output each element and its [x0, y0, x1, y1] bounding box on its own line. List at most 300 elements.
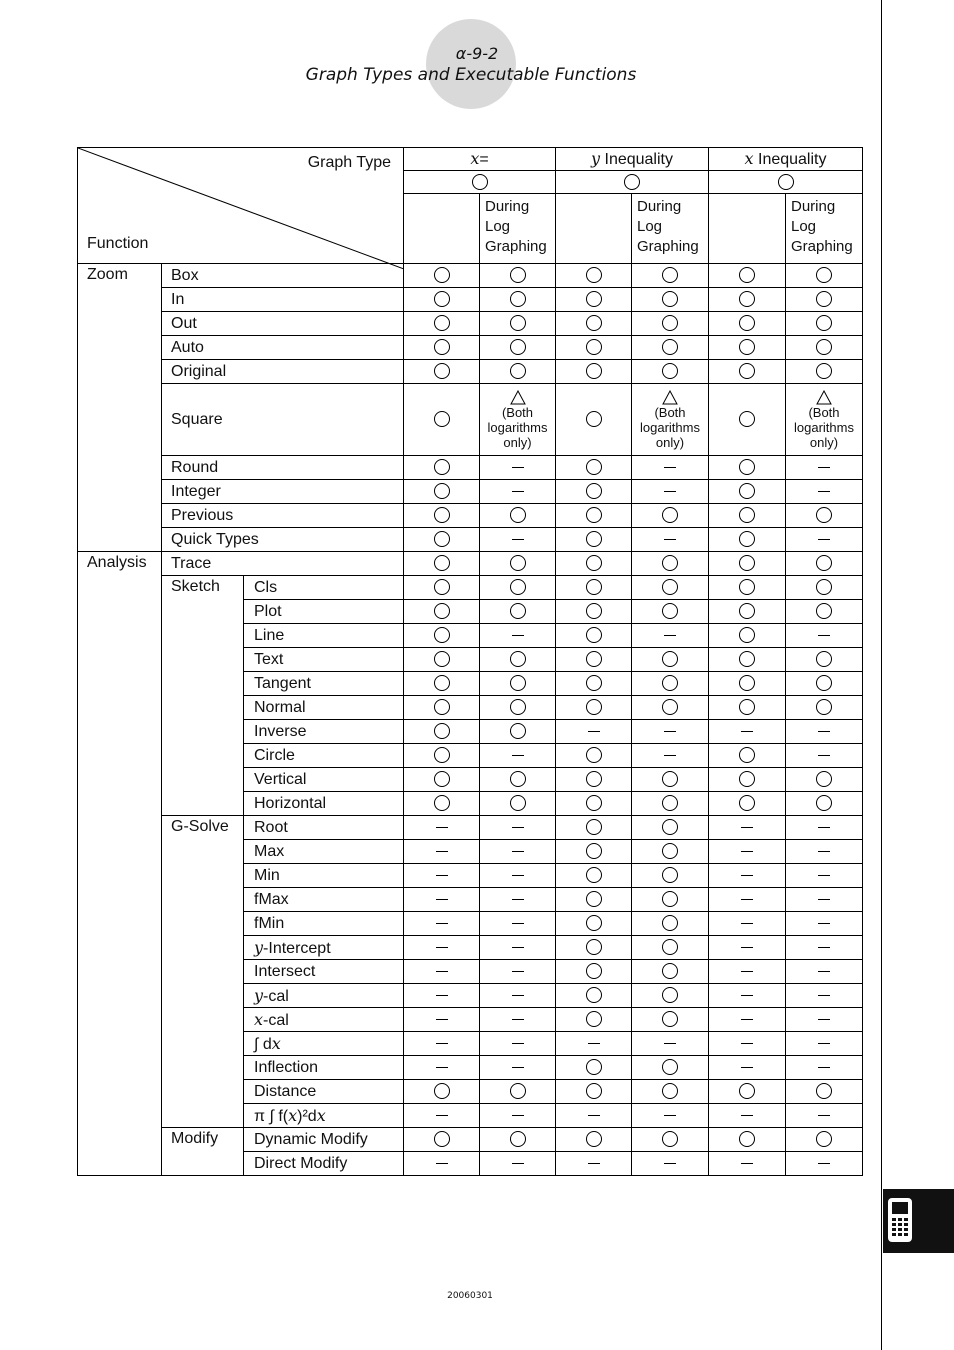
table-row: [78, 288, 863, 312]
supported-circle-icon: [586, 1011, 602, 1027]
support-cell: [404, 312, 480, 336]
category-zoom: Zoom: [78, 264, 162, 552]
not-supported-dash-icon: [741, 875, 753, 876]
supported-circle-icon: [510, 363, 526, 379]
support-cell: [480, 720, 556, 744]
support-cell: [480, 312, 556, 336]
not-supported-dash-icon: [818, 851, 830, 852]
supported-circle-icon: [586, 579, 602, 595]
support-cell: [556, 1032, 632, 1056]
supported-circle-icon: [586, 867, 602, 883]
support-cell: [404, 984, 480, 1008]
support-cell: [709, 648, 786, 672]
supported-circle-icon: [816, 603, 832, 619]
support-cell: [404, 864, 480, 888]
support-cell: [786, 624, 863, 648]
supported-circle-icon: [586, 315, 602, 331]
function-name: Circle: [244, 744, 404, 768]
supported-circle-icon: [434, 675, 450, 691]
support-cell: [480, 792, 556, 816]
not-supported-dash-icon: [436, 851, 448, 852]
support-cell: [480, 696, 556, 720]
support-cell: [480, 1080, 556, 1104]
graph-type-symbol-cell: [709, 171, 863, 194]
supported-circle-icon: [739, 363, 755, 379]
support-cell: [709, 552, 786, 576]
normal-graphing-header: [404, 194, 480, 264]
support-cell: [709, 384, 786, 456]
support-cell: [556, 576, 632, 600]
function-name: Trace: [162, 552, 404, 576]
graph-type-label: Graph Type: [307, 154, 391, 171]
support-cell: [632, 360, 709, 384]
support-cell: [632, 576, 709, 600]
supported-circle-icon: [434, 1131, 450, 1147]
supported-circle-icon: [434, 651, 450, 667]
supported-circle-icon: [816, 339, 832, 355]
support-cell: [556, 360, 632, 384]
supported-circle-icon: [434, 363, 450, 379]
header-row-graph-types: [78, 148, 863, 171]
not-supported-dash-icon: [664, 1115, 676, 1116]
support-cell: [709, 1104, 786, 1128]
not-supported-dash-icon: [588, 1043, 600, 1044]
support-cell: [480, 624, 556, 648]
not-supported-dash-icon: [818, 1019, 830, 1020]
graph-symbol-circle-icon: [624, 174, 640, 190]
support-cell: [632, 456, 709, 480]
support-cell: [709, 528, 786, 552]
supported-circle-icon: [662, 987, 678, 1003]
supported-circle-icon: [586, 795, 602, 811]
supported-circle-icon: [662, 579, 678, 595]
support-cell: [709, 456, 786, 480]
support-cell: [556, 1080, 632, 1104]
support-cell: [480, 1032, 556, 1056]
subcategory-modify: Modify: [162, 1128, 244, 1176]
supported-circle-icon: [586, 891, 602, 907]
supported-circle-icon: [816, 795, 832, 811]
support-cell: [556, 672, 632, 696]
during-log-graphing-header: During Log Graphing: [786, 194, 863, 264]
support-cell: [404, 816, 480, 840]
supported-circle-icon: [739, 555, 755, 571]
supported-circle-icon: [662, 675, 678, 691]
supported-circle-icon: [662, 267, 678, 283]
supported-circle-icon: [434, 411, 450, 427]
support-cell: [786, 1056, 863, 1080]
supported-circle-icon: [739, 531, 755, 547]
supported-circle-icon: [434, 507, 450, 523]
support-cell: [404, 960, 480, 984]
subcategory-sketch: Sketch: [162, 576, 244, 816]
support-cell: [709, 624, 786, 648]
normal-graphing-header: [556, 194, 632, 264]
support-cell: [556, 384, 632, 456]
both-logarithms-note: only): [503, 434, 532, 450]
supported-circle-icon: [434, 747, 450, 763]
support-cell: [632, 384, 709, 456]
function-name: Box: [162, 264, 404, 288]
function-name: Dynamic Modify: [244, 1128, 404, 1152]
support-cell: [786, 1152, 863, 1176]
supported-circle-icon: [510, 771, 526, 787]
support-cell: [786, 1104, 863, 1128]
supported-circle-icon: [434, 723, 450, 739]
support-cell: [632, 624, 709, 648]
support-cell: [632, 936, 709, 960]
support-cell: [786, 696, 863, 720]
support-cell: [404, 576, 480, 600]
graph-type-header: x=: [404, 148, 556, 171]
not-supported-dash-icon: [436, 1043, 448, 1044]
support-cell: [632, 888, 709, 912]
support-cell: [480, 336, 556, 360]
function-table: [77, 147, 863, 1176]
support-cell: [786, 960, 863, 984]
not-supported-dash-icon: [436, 1019, 448, 1020]
function-name: Horizontal: [244, 792, 404, 816]
support-cell: [404, 912, 480, 936]
not-supported-dash-icon: [818, 1067, 830, 1068]
both-logarithms-note: (Both: [654, 404, 686, 420]
support-cell: [786, 336, 863, 360]
not-supported-dash-icon: [664, 1163, 676, 1164]
supported-circle-icon: [510, 507, 526, 523]
supported-circle-icon: [662, 507, 678, 523]
supported-circle-icon: [586, 963, 602, 979]
support-cell: [404, 504, 480, 528]
function-name: Cls: [244, 576, 404, 600]
support-cell: [556, 1104, 632, 1128]
supported-circle-icon: [434, 603, 450, 619]
support-cell: [632, 1008, 709, 1032]
support-cell: [480, 648, 556, 672]
function-name: Text: [244, 648, 404, 672]
both-logarithms-note: logarithms: [640, 419, 700, 435]
function-name: x-cal: [244, 1008, 404, 1032]
supported-circle-icon: [662, 315, 678, 331]
supported-circle-icon: [434, 267, 450, 283]
not-supported-dash-icon: [741, 1043, 753, 1044]
support-cell: [556, 504, 632, 528]
not-supported-dash-icon: [741, 1163, 753, 1164]
support-cell: [556, 984, 632, 1008]
supported-circle-icon: [739, 507, 755, 523]
not-supported-dash-icon: [512, 755, 524, 756]
supported-circle-icon: [739, 291, 755, 307]
graph-type-variable: y: [591, 149, 601, 168]
support-cell: [404, 360, 480, 384]
supported-circle-icon: [816, 1131, 832, 1147]
supported-circle-icon: [739, 651, 755, 667]
support-cell: [786, 552, 863, 576]
support-cell: [556, 792, 632, 816]
not-supported-dash-icon: [818, 971, 830, 972]
function-name: Root: [244, 816, 404, 840]
table-row: [78, 816, 863, 840]
support-cell: [709, 600, 786, 624]
support-cell: [709, 984, 786, 1008]
support-cell: [709, 1032, 786, 1056]
not-supported-dash-icon: [741, 1115, 753, 1116]
support-cell: [709, 576, 786, 600]
support-cell: [404, 384, 480, 456]
support-cell: [709, 744, 786, 768]
during-log-graphing-header: During Log Graphing: [632, 194, 709, 264]
supported-circle-icon: [739, 579, 755, 595]
support-cell: [786, 384, 863, 456]
table-row: [78, 360, 863, 384]
support-cell: [404, 288, 480, 312]
supported-circle-icon: [586, 915, 602, 931]
page-code: α-9-2: [455, 44, 499, 63]
supported-circle-icon: [662, 795, 678, 811]
support-cell: [480, 864, 556, 888]
not-supported-dash-icon: [588, 731, 600, 732]
support-cell: [786, 888, 863, 912]
function-name: Previous: [162, 504, 404, 528]
support-cell: [632, 528, 709, 552]
supported-circle-icon: [816, 651, 832, 667]
support-cell: [709, 360, 786, 384]
both-logarithms-note: only): [809, 434, 839, 450]
support-cell: [556, 624, 632, 648]
supported-circle-icon: [434, 291, 450, 307]
not-supported-dash-icon: [512, 467, 524, 468]
function-name: Min: [244, 864, 404, 888]
not-supported-dash-icon: [512, 971, 524, 972]
support-cell: [404, 840, 480, 864]
supported-circle-icon: [662, 699, 678, 715]
support-cell: [786, 648, 863, 672]
support-cell: [480, 360, 556, 384]
supported-circle-icon: [586, 291, 602, 307]
supported-circle-icon: [510, 795, 526, 811]
support-cell: [632, 1152, 709, 1176]
supported-circle-icon: [739, 675, 755, 691]
support-cell: [480, 768, 556, 792]
support-cell: [632, 1032, 709, 1056]
support-cell: [404, 936, 480, 960]
support-cell: [480, 744, 556, 768]
support-cell: [404, 456, 480, 480]
support-cell: [709, 840, 786, 864]
table-row: [78, 528, 863, 552]
not-supported-dash-icon: [818, 875, 830, 876]
footer-code: 20060301: [447, 1291, 493, 1301]
function-name: Inverse: [244, 720, 404, 744]
support-cell: [556, 648, 632, 672]
supported-circle-icon: [434, 795, 450, 811]
support-cell: [556, 1056, 632, 1080]
supported-circle-icon: [586, 747, 602, 763]
supported-circle-icon: [662, 1083, 678, 1099]
support-cell: [556, 960, 632, 984]
supported-circle-icon: [586, 267, 602, 283]
not-supported-dash-icon: [818, 899, 830, 900]
function-name: Tangent: [244, 672, 404, 696]
support-cell: [556, 816, 632, 840]
supported-circle-icon: [586, 483, 602, 499]
supported-circle-icon: [816, 699, 832, 715]
support-cell: [404, 1056, 480, 1080]
support-cell: [709, 960, 786, 984]
supported-circle-icon: [816, 507, 832, 523]
supported-circle-icon: [662, 939, 678, 955]
support-cell: [632, 552, 709, 576]
not-supported-dash-icon: [741, 971, 753, 972]
page-edge-line: [881, 0, 882, 1350]
limited-triangle-icon: [510, 390, 526, 405]
not-supported-dash-icon: [818, 491, 830, 492]
support-cell: [556, 288, 632, 312]
supported-circle-icon: [586, 987, 602, 1003]
support-cell: [480, 504, 556, 528]
supported-circle-icon: [739, 795, 755, 811]
table-row: [78, 312, 863, 336]
support-cell: [709, 1152, 786, 1176]
function-name: Quick Types: [162, 528, 404, 552]
support-cell: [404, 1032, 480, 1056]
support-cell: [632, 984, 709, 1008]
supported-circle-icon: [434, 771, 450, 787]
supported-circle-icon: [510, 291, 526, 307]
support-cell: [786, 288, 863, 312]
graph-type-header: y Inequality: [556, 148, 709, 171]
support-cell: [480, 1152, 556, 1176]
not-supported-dash-icon: [512, 995, 524, 996]
support-cell: [480, 960, 556, 984]
supported-circle-icon: [586, 699, 602, 715]
not-supported-dash-icon: [818, 467, 830, 468]
function-name: Direct Modify: [244, 1152, 404, 1176]
support-cell: [786, 792, 863, 816]
supported-circle-icon: [739, 315, 755, 331]
not-supported-dash-icon: [818, 923, 830, 924]
not-supported-dash-icon: [818, 635, 830, 636]
support-cell: [556, 864, 632, 888]
not-supported-dash-icon: [664, 539, 676, 540]
subcategory-g-solve: G-Solve: [162, 816, 244, 1128]
supported-circle-icon: [586, 675, 602, 691]
support-cell: [786, 864, 863, 888]
limited-triangle-icon: [662, 390, 678, 405]
supported-circle-icon: [586, 771, 602, 787]
not-supported-dash-icon: [818, 731, 830, 732]
function-name: π ∫ f(x)²dx: [244, 1104, 404, 1128]
supported-circle-icon: [662, 339, 678, 355]
function-name: Auto: [162, 336, 404, 360]
not-supported-dash-icon: [436, 947, 448, 948]
supported-circle-icon: [739, 1083, 755, 1099]
page-title: Graph Types and Executable Functions: [305, 65, 637, 85]
supported-circle-icon: [662, 651, 678, 667]
not-supported-dash-icon: [436, 1163, 448, 1164]
supported-circle-icon: [739, 699, 755, 715]
support-cell: [404, 1104, 480, 1128]
support-cell: [786, 936, 863, 960]
supported-circle-icon: [739, 747, 755, 763]
supported-circle-icon: [434, 627, 450, 643]
supported-circle-icon: [586, 939, 602, 955]
support-cell: [556, 528, 632, 552]
support-cell: [786, 480, 863, 504]
not-supported-dash-icon: [664, 635, 676, 636]
support-cell: [709, 696, 786, 720]
table-row: [78, 504, 863, 528]
support-cell: [480, 672, 556, 696]
supported-circle-icon: [434, 483, 450, 499]
not-supported-dash-icon: [436, 995, 448, 996]
function-name: Original: [162, 360, 404, 384]
support-cell: [786, 816, 863, 840]
supported-circle-icon: [510, 603, 526, 619]
not-supported-dash-icon: [436, 971, 448, 972]
support-cell: [404, 744, 480, 768]
supported-circle-icon: [662, 1131, 678, 1147]
support-cell: [786, 672, 863, 696]
support-cell: [556, 1008, 632, 1032]
not-supported-dash-icon: [818, 539, 830, 540]
support-cell: [632, 912, 709, 936]
table-row: [78, 552, 863, 576]
support-cell: [709, 288, 786, 312]
support-cell: [480, 984, 556, 1008]
supported-circle-icon: [586, 627, 602, 643]
supported-circle-icon: [586, 531, 602, 547]
not-supported-dash-icon: [741, 827, 753, 828]
corner-header: [78, 148, 404, 264]
function-name: Normal: [244, 696, 404, 720]
support-cell: [404, 672, 480, 696]
not-supported-dash-icon: [436, 1115, 448, 1116]
support-cell: [786, 1080, 863, 1104]
support-cell: [480, 840, 556, 864]
supported-circle-icon: [510, 1131, 526, 1147]
both-logarithms-note: logarithms: [487, 419, 548, 435]
support-cell: [709, 1008, 786, 1032]
supported-circle-icon: [510, 315, 526, 331]
not-supported-dash-icon: [512, 875, 524, 876]
table-row: [78, 456, 863, 480]
support-cell: [556, 312, 632, 336]
support-cell: [709, 672, 786, 696]
graph-type-variable: x: [744, 149, 754, 168]
supported-circle-icon: [816, 579, 832, 595]
supported-circle-icon: [586, 555, 602, 571]
support-cell: [480, 1104, 556, 1128]
support-cell: [480, 600, 556, 624]
both-logarithms-note: (Both: [808, 404, 840, 420]
supported-circle-icon: [816, 291, 832, 307]
graph-type-header: x Inequality: [709, 148, 863, 171]
supported-circle-icon: [586, 1083, 602, 1099]
not-supported-dash-icon: [741, 851, 753, 852]
not-supported-dash-icon: [818, 1115, 830, 1116]
not-supported-dash-icon: [664, 467, 676, 468]
supported-circle-icon: [586, 603, 602, 619]
not-supported-dash-icon: [818, 755, 830, 756]
not-supported-dash-icon: [741, 1067, 753, 1068]
not-supported-dash-icon: [436, 899, 448, 900]
support-cell: [709, 1056, 786, 1080]
supported-circle-icon: [816, 675, 832, 691]
support-cell: [786, 984, 863, 1008]
supported-circle-icon: [434, 339, 450, 355]
support-cell: [632, 480, 709, 504]
calculator-icon: [887, 1197, 913, 1243]
